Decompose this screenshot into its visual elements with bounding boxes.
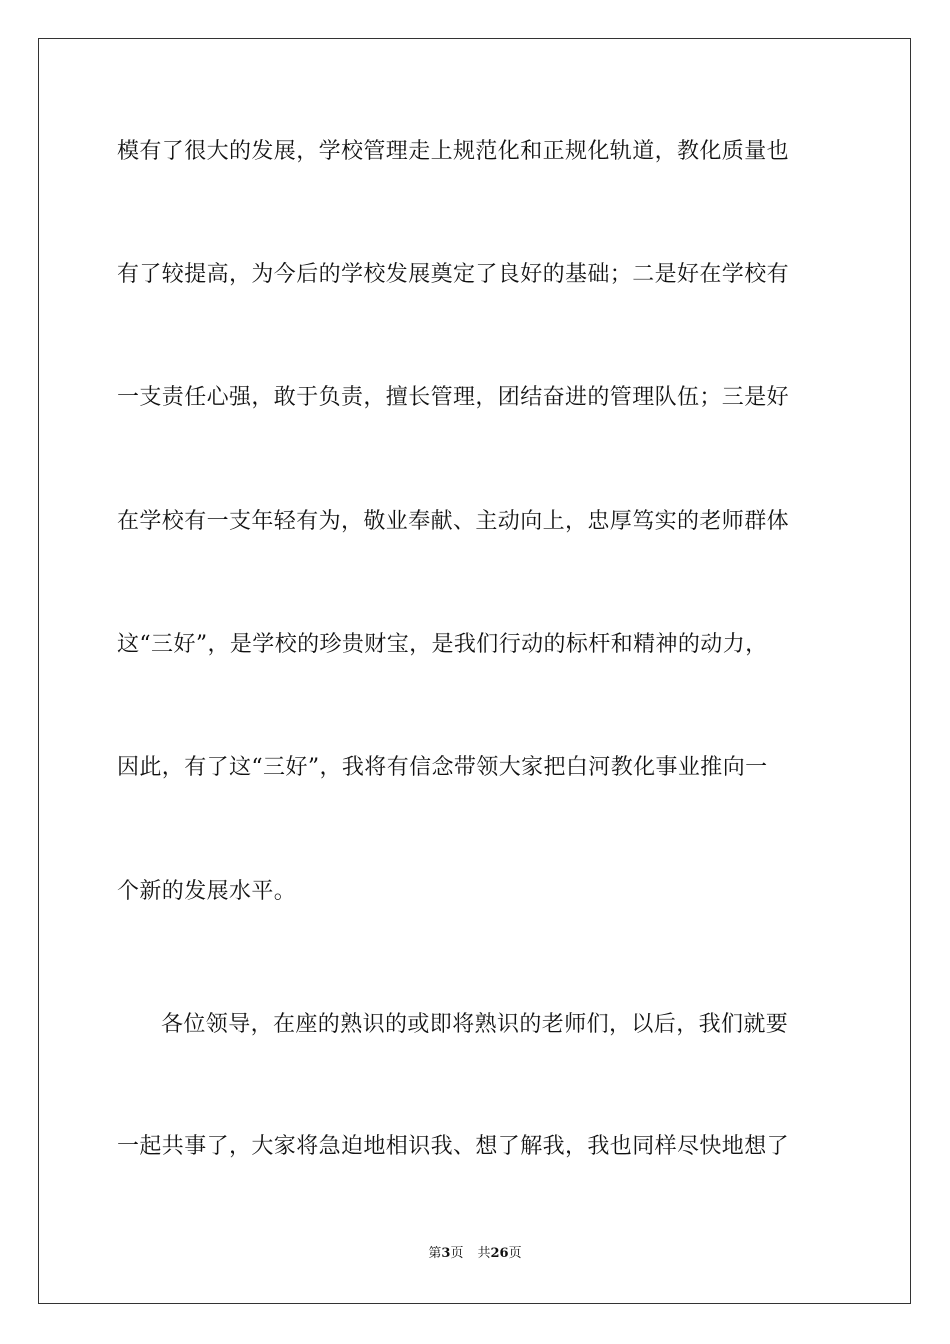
paragraph-first-line: 各位领导，在座的熟识的或即将熟识的老师们，以后，我们就要 [161,1012,789,1037]
page-footer [0,1245,950,1263]
body-text-line: 个新的发展水平。 [117,879,297,904]
body-text-line: 因此，有了这“三好”，我将有信念带领大家把白河教化事业推向一 [117,755,768,780]
total-prefix: 共 [477,1246,491,1261]
body-text-line: 一支责任心强，敢于负责，擅长管理，团结奋进的管理队伍；三是好 [117,385,790,410]
total-suffix: 页 [508,1246,522,1261]
body-text-line: 这“三好”，是学校的珍贵财宝，是我们行动的标杆和精神的动力， [117,632,768,657]
page-prefix: 第 [428,1246,442,1261]
body-text-line: 模有了很大的发展，学校管理走上规范化和正规化轨道，教化质量也 [117,139,790,164]
page-suffix: 页 [450,1246,464,1261]
body-text-line: 有了较提高，为今后的学校发展奠定了良好的基础；二是好在学校有 [117,262,790,287]
page-border [38,38,911,1304]
body-text-line: 在学校有一支年轻有为，敬业奉献、主动向上，忠厚笃实的老师群体 [117,509,790,534]
page-number: 3 [441,1246,451,1261]
body-text-line: 一起共事了，大家将急迫地相识我、想了解我，我也同样尽快地想了 [117,1134,790,1159]
total-pages: 26 [490,1246,509,1261]
